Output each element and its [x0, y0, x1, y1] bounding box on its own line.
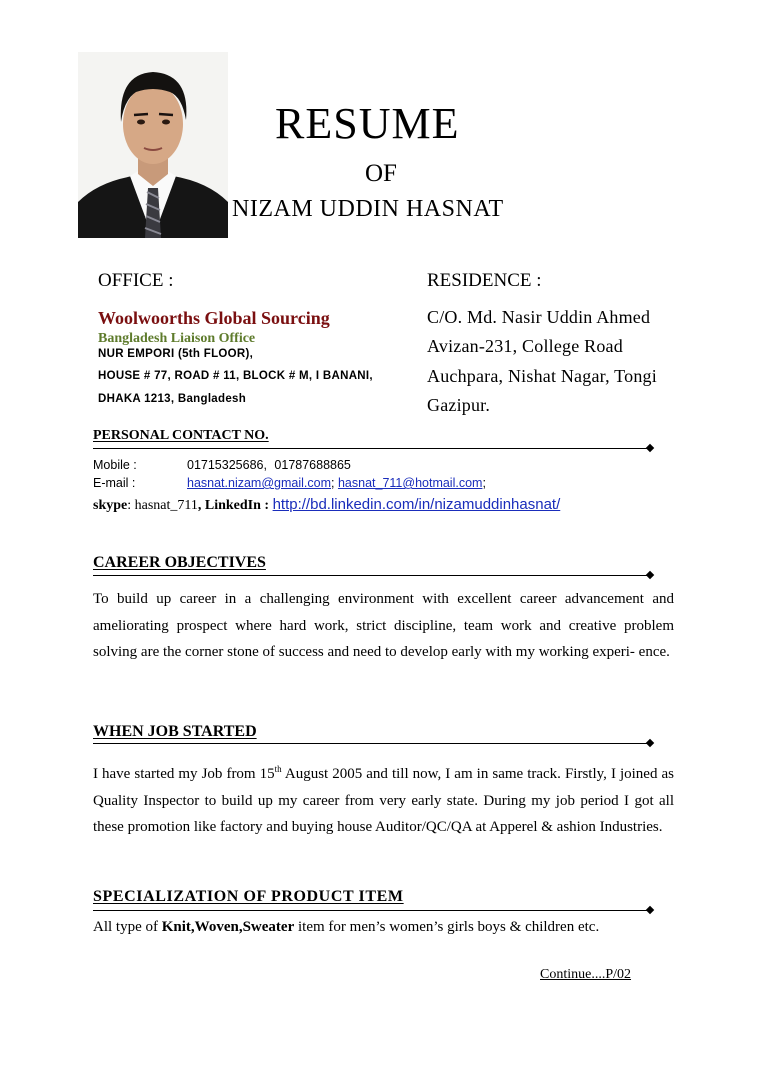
- continue-note: Continue....P/02: [540, 967, 632, 982]
- skype-label: skype: [93, 498, 128, 513]
- profile-photo: [78, 52, 228, 238]
- skype-linkedin-line: [93, 496, 560, 514]
- specialization-heading: SPECIALIZATION OF PRODUCT ITEM: [93, 888, 404, 905]
- career-text: To build up career in a challenging environment with excellent career advancement and ameliorating prospect where hard work, strict discipline, team work and creative problem solving are the corner stone of success and need to develop early with my working experi- ence.: [93, 591, 674, 660]
- residence-line-4: Gazipur.: [427, 395, 491, 415]
- job-text-sup: th: [274, 764, 282, 774]
- candidate-name: NIZAM UDDIN HASNAT: [232, 196, 504, 222]
- linkedin-link[interactable]: http://bd.linkedin.com/in/nizamuddinhasnat/: [272, 496, 561, 513]
- office-address-line-1: NUR EMPORI (5th FLOOR),: [98, 348, 254, 360]
- office-liaison: Bangladesh Liaison Office: [98, 331, 256, 346]
- email-line: [187, 476, 486, 490]
- contact-heading: PERSONAL CONTACT NO.: [93, 428, 269, 443]
- specialization-text: [93, 919, 599, 936]
- office-company: Woolwoorths Global Sourcing: [98, 308, 330, 328]
- career-rule: [93, 575, 650, 576]
- email-link-hotmail[interactable]: hasnat_711@hotmail.com: [337, 476, 483, 490]
- job-text: [93, 756, 674, 841]
- residence-line-1: C/O. Md. Nasir Uddin Ahmed: [427, 307, 651, 327]
- email-separator: ;: [331, 476, 335, 490]
- email-end: ;: [482, 476, 486, 490]
- office-heading: OFFICE :: [98, 270, 174, 291]
- specialization-text-rest: item for men’s women’s girls boys & children etc.: [294, 919, 600, 935]
- office-address-line-3: DHAKA 1213, Bangladesh: [98, 393, 247, 405]
- career-heading: CAREER OBJECTIVES: [93, 554, 266, 571]
- job-text-rest: August 2005 and till now, I am in same track. Firstly, I joined as Quality Inspector to build up my career from very early state. During my job period I got all these promotion like factory and buying house Auditor/QC/QA at Apperel & ashion Industries.: [93, 766, 674, 835]
- job-heading: WHEN JOB STARTED: [93, 723, 257, 740]
- email-link-gmail[interactable]: hasnat.nizam@gmail.com: [187, 476, 331, 490]
- email-label: E-mail :: [93, 476, 136, 490]
- contact-rule: [93, 448, 650, 449]
- residence-line-3: Auchpara, Nishat Nagar, Tongi: [427, 366, 657, 386]
- specialization-bold: Knit,Woven,Sweater: [161, 919, 295, 935]
- linkedin-label: , LinkedIn :: [197, 498, 270, 513]
- residence-line-2: Avizan-231, College Road: [427, 336, 623, 356]
- residence-heading: RESIDENCE :: [427, 270, 542, 291]
- resume-title: RESUME: [275, 99, 460, 148]
- skype-value: : hasnat_711: [127, 498, 198, 513]
- mobile-label: Mobile :: [93, 458, 137, 472]
- job-text-start: I have started my Job from 15: [93, 766, 275, 782]
- specialization-rule: [93, 910, 650, 911]
- mobile-value: 01715325686, 01787688865: [187, 458, 351, 472]
- resume-of: OF: [365, 160, 397, 187]
- job-rule: [93, 743, 650, 744]
- specialization-text-start: All type of: [93, 919, 162, 935]
- office-address-line-2: HOUSE # 77, ROAD # 11, BLOCK # M, I BANANI,: [98, 370, 373, 382]
